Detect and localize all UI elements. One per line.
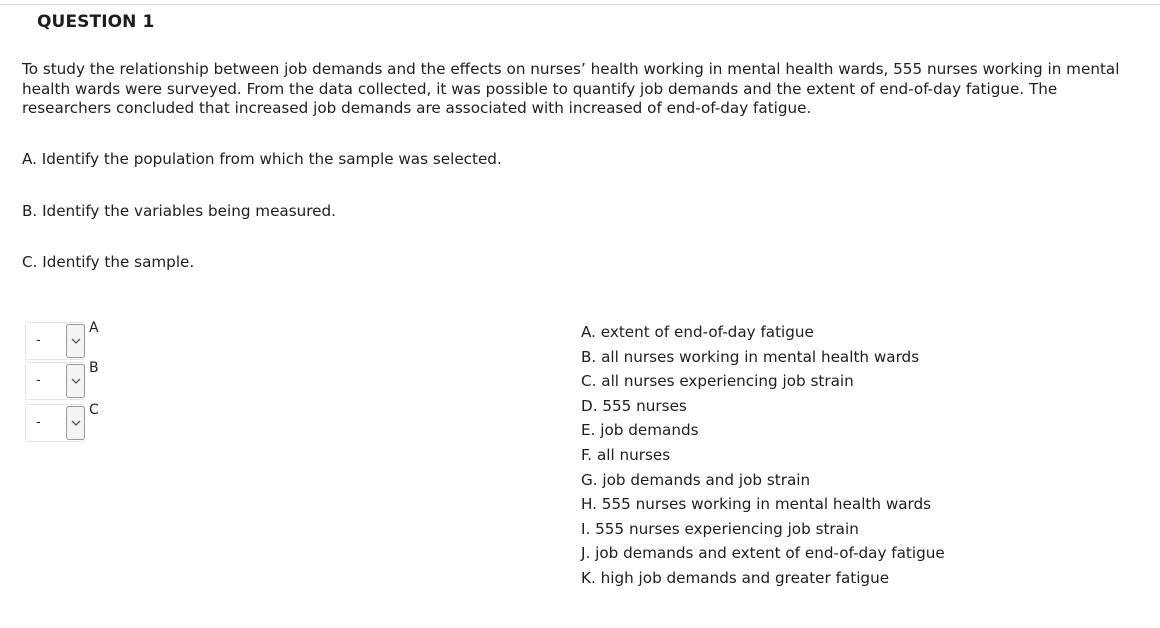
select-value: - <box>36 333 41 348</box>
intro-line: health wards were surveyed. From the data collected, it was possible to quantify job demands and the extent of end-of-day fatigue. The <box>22 79 1058 98</box>
intro-line: To study the relationship between job demands and the effects on nurses’ health working in mental health wards, 555 nurses working in mental <box>22 60 1120 78</box>
answer-select-a[interactable] <box>25 322 85 360</box>
question-intro <box>22 60 1132 119</box>
answer-option: I. 555 nurses experiencing job strain <box>581 519 859 538</box>
answer-option: C. all nurses experiencing job strain <box>581 372 854 391</box>
answer-select-b[interactable] <box>25 362 85 400</box>
top-divider <box>0 4 1160 5</box>
answer-option: F. all nurses <box>581 445 671 464</box>
prompt-b: B. Identify the variables being measured. <box>22 202 336 220</box>
row-letter: B <box>89 360 99 376</box>
answer-options-list <box>581 320 945 591</box>
answer-option: A. extent of end-of-day fatigue <box>581 323 814 341</box>
chevron-down-icon <box>71 378 81 385</box>
answer-option: J. job demands and extent of end-of-day fatigue <box>581 544 945 563</box>
dropdown-button[interactable] <box>66 364 85 398</box>
answer-option: G. job demands and job strain <box>581 470 811 489</box>
select-value: - <box>36 373 41 388</box>
chevron-down-icon <box>71 420 81 427</box>
dropdown-button[interactable] <box>66 324 85 358</box>
intro-line: researchers concluded that increased job demands are associated with increased of end-of-day fatigue. <box>22 99 812 117</box>
select-value: - <box>36 415 41 430</box>
question-title: QUESTION 1 <box>37 12 155 32</box>
row-letter: C <box>89 402 99 418</box>
row-letter: A <box>89 320 99 336</box>
answer-option: B. all nurses working in mental health wards <box>581 347 920 366</box>
prompt-a: A. Identify the population from which the sample was selected. <box>22 150 502 168</box>
dropdown-button[interactable] <box>66 406 85 440</box>
chevron-down-icon <box>71 338 81 345</box>
answer-select-c[interactable] <box>25 404 85 442</box>
prompt-c: C. Identify the sample. <box>22 253 195 271</box>
answer-option: K. high job demands and greater fatigue <box>581 568 890 587</box>
answer-option: H. 555 nurses working in mental health wards <box>581 495 932 514</box>
answer-option: E. job demands <box>581 421 699 440</box>
answer-option: D. 555 nurses <box>581 396 687 415</box>
